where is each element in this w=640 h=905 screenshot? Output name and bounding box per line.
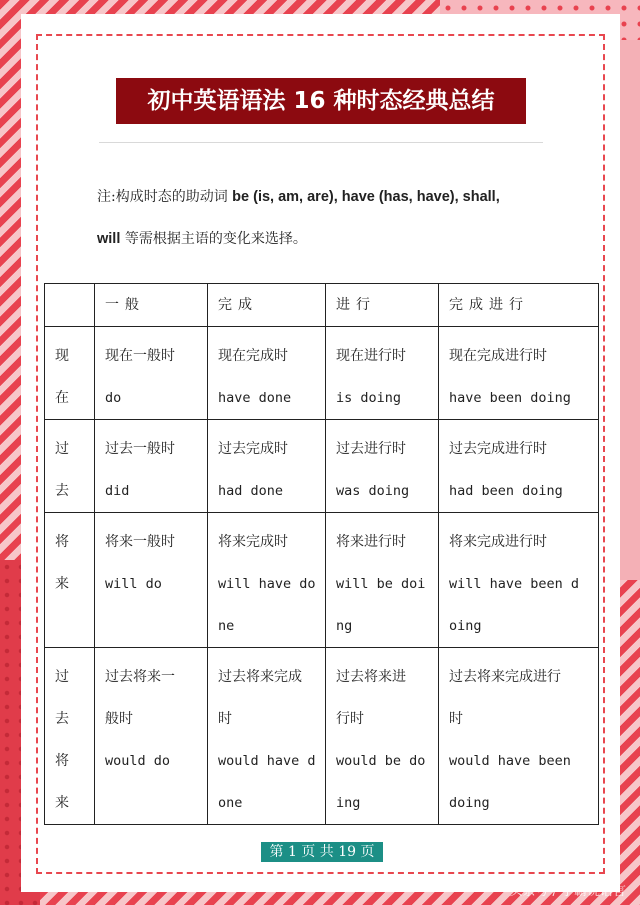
tense-cell	[208, 327, 326, 420]
row-label	[45, 327, 95, 420]
tense-table	[44, 283, 599, 825]
tense-name: 过去完成时	[218, 441, 288, 457]
tense-form: would have d	[218, 753, 316, 769]
tense-cell	[326, 513, 439, 648]
note-bold-1: be (is, am, are), have (has, have), shall,	[232, 189, 500, 205]
tense-form: have been doing	[449, 390, 571, 406]
tense-name: 过去将来完成	[218, 669, 302, 685]
row-label	[45, 648, 95, 825]
tense-form: ne	[218, 618, 235, 634]
row-label	[45, 420, 95, 513]
tense-form: did	[105, 483, 130, 499]
note-prefix: 注:构成时态的助动词	[97, 189, 233, 205]
tense-form: was doing	[336, 483, 410, 499]
note-bold-2: will	[97, 231, 121, 247]
row-label-char: 过	[55, 441, 69, 457]
tense-cell	[208, 513, 326, 648]
tense-name: 过去将来完成进行	[449, 669, 561, 685]
tense-form: would have been	[449, 753, 571, 769]
tense-name: 将来进行时	[336, 534, 406, 550]
tense-cell	[439, 648, 599, 825]
tense-form: ng	[336, 618, 353, 634]
tense-name: 现在进行时	[336, 348, 406, 364]
tense-name: 将来完成进行时	[449, 534, 547, 550]
tense-form: have done	[218, 390, 292, 406]
page-title: 初中英语语法 16 种时态经典总结	[116, 78, 526, 124]
table-row	[45, 420, 599, 513]
tense-form: will have do	[218, 576, 316, 592]
tense-name: 将来完成时	[218, 534, 288, 550]
row-label-char: 来	[55, 576, 69, 592]
tense-name: 现在完成时	[218, 348, 288, 364]
tense-form: had done	[218, 483, 284, 499]
tense-form: had been doing	[449, 483, 563, 499]
tense-name: 时	[449, 711, 463, 727]
tense-cell	[439, 513, 599, 648]
tense-name: 行时	[336, 711, 364, 727]
tense-name: 现在一般时	[105, 348, 175, 364]
tense-cell	[326, 420, 439, 513]
table-header-row	[45, 284, 599, 327]
table-row	[45, 648, 599, 825]
tense-form: ing	[336, 795, 361, 811]
tense-cell	[326, 327, 439, 420]
tense-cell	[95, 420, 208, 513]
row-label-char: 现	[55, 348, 69, 364]
row-label-char: 来	[55, 795, 69, 811]
watermark: 头条号 / 学霸说语言	[509, 884, 626, 899]
tense-cell	[95, 327, 208, 420]
row-label-char: 在	[55, 390, 69, 406]
tense-name: 过去一般时	[105, 441, 175, 457]
tense-name: 时	[218, 711, 232, 727]
tense-name: 过去进行时	[336, 441, 406, 457]
column-header: 完成进行	[439, 284, 599, 327]
row-label	[45, 513, 95, 648]
tense-name: 现在完成进行时	[449, 348, 547, 364]
tense-cell	[208, 648, 326, 825]
title-divider	[99, 142, 543, 143]
note-suffix: 等需根据主语的变化来选择。	[120, 231, 307, 247]
tense-form: will be doi	[336, 576, 426, 592]
document-page	[21, 14, 620, 892]
tense-cell	[95, 513, 208, 648]
tense-cell	[95, 648, 208, 825]
page-counter: 第 1 页 共 19 页	[261, 842, 383, 862]
tense-name: 般时	[105, 711, 133, 727]
tense-form: oing	[449, 618, 482, 634]
table-row	[45, 513, 599, 648]
row-label-char: 将	[55, 534, 69, 550]
tense-form: would do	[105, 753, 171, 769]
row-label-char: 去	[55, 483, 69, 499]
tense-cell	[439, 327, 599, 420]
tense-name: 将来一般时	[105, 534, 175, 550]
table-row	[45, 327, 599, 420]
column-header: 完成	[208, 284, 326, 327]
tense-form: will have been d	[449, 576, 580, 592]
tense-cell	[326, 648, 439, 825]
column-header	[45, 284, 95, 327]
tense-form: doing	[449, 795, 490, 811]
tense-name: 过去将来一	[105, 669, 175, 685]
tense-cell	[439, 420, 599, 513]
tense-form: would be do	[336, 753, 426, 769]
column-header: 一般	[95, 284, 208, 327]
row-label-char: 过	[55, 669, 69, 685]
tense-name: 过去将来进	[336, 669, 406, 685]
row-label-char: 将	[55, 753, 69, 769]
tense-name: 过去完成进行时	[449, 441, 547, 457]
tense-form: will do	[105, 576, 162, 592]
tense-form: one	[218, 795, 243, 811]
tense-cell	[208, 420, 326, 513]
tense-form: is doing	[336, 390, 402, 406]
column-header: 进行	[326, 284, 439, 327]
tense-form: do	[105, 390, 122, 406]
row-label-char: 去	[55, 711, 69, 727]
note-paragraph	[97, 176, 567, 260]
